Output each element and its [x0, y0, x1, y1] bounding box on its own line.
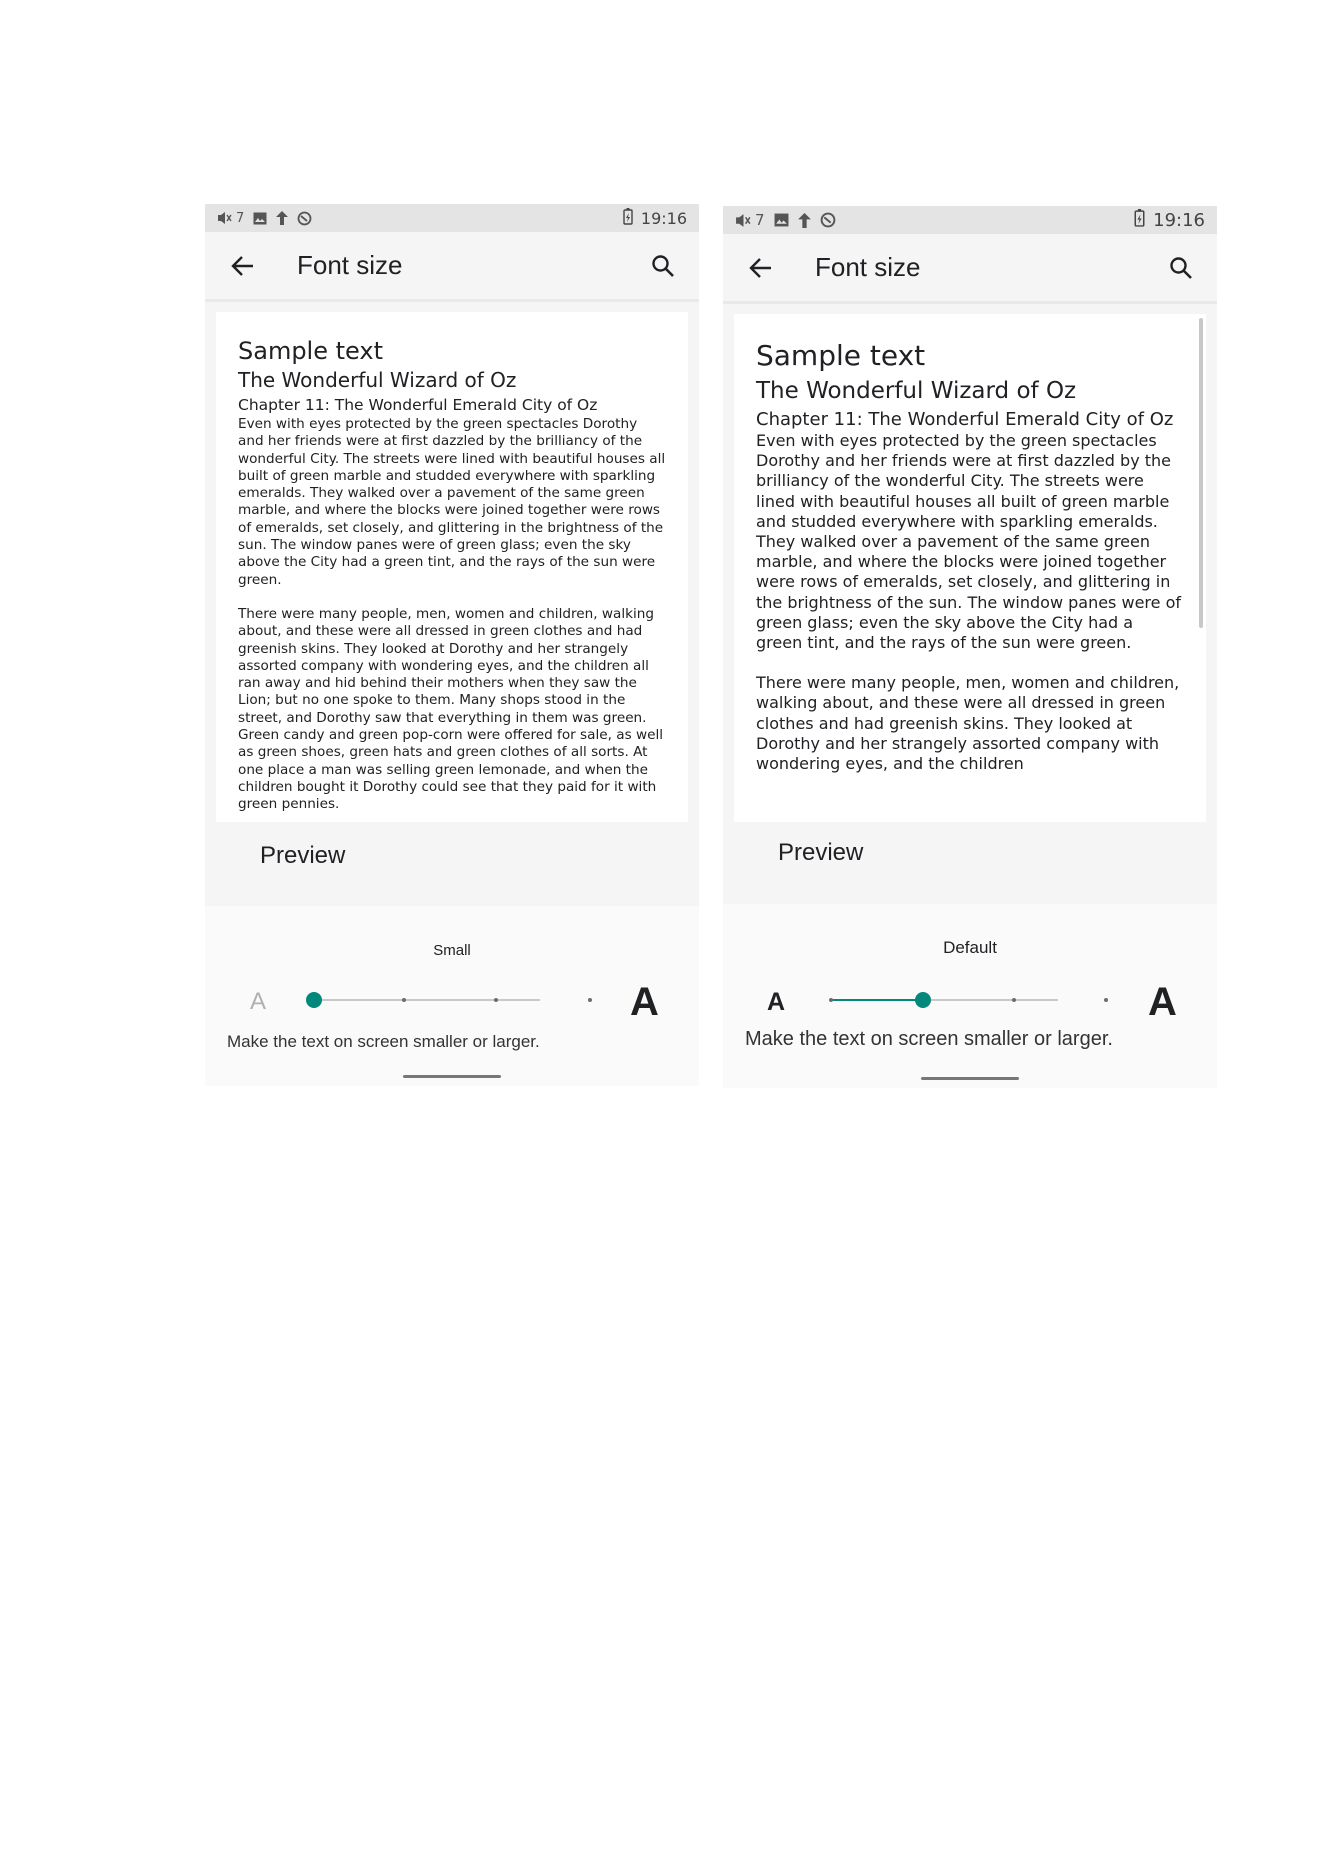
clock-time: 19:16	[1153, 209, 1205, 231]
phone-screen-default	[723, 206, 1217, 1088]
volume-icon	[217, 211, 233, 225]
font-size-slider[interactable]	[723, 980, 1217, 1024]
search-button[interactable]	[1161, 248, 1201, 288]
image-icon	[774, 213, 789, 227]
upload-icon	[276, 211, 288, 225]
image-icon	[253, 212, 267, 225]
search-icon	[651, 254, 675, 278]
slider-tick[interactable]	[588, 998, 592, 1002]
slider-thumb[interactable]	[306, 992, 322, 1008]
slider-tick[interactable]	[402, 998, 406, 1002]
status-bar	[205, 204, 699, 232]
upload-icon	[798, 213, 811, 228]
clock-time: 19:16	[640, 208, 687, 228]
preview-label: Preview	[260, 842, 346, 869]
small-text-glyph: A	[767, 988, 786, 1016]
chapter-title: Chapter 11: The Wonderful Emerald City of Oz	[756, 409, 1174, 430]
font-size-hint: Make the text on screen smaller or larger.	[745, 1028, 1113, 1050]
status-bar	[723, 206, 1217, 234]
navigation-handle[interactable]	[403, 1075, 501, 1078]
font-size-panel	[205, 906, 699, 1086]
slider-track-active	[831, 999, 923, 1001]
page-title: Font size	[815, 252, 921, 282]
phone-screen-small	[205, 204, 699, 1086]
navigation-handle[interactable]	[921, 1077, 1019, 1080]
app-bar	[723, 234, 1217, 304]
back-button[interactable]	[223, 246, 263, 286]
font-size-slider[interactable]	[205, 980, 699, 1024]
search-icon	[1169, 256, 1193, 280]
book-title: The Wonderful Wizard of Oz	[238, 368, 517, 392]
arrow-left-icon	[231, 255, 255, 277]
slider-tick[interactable]	[1012, 998, 1016, 1002]
preview-sample-text	[216, 312, 688, 822]
slider-tick[interactable]	[1104, 998, 1108, 1002]
font-size-hint: Make the text on screen smaller or larger.	[227, 1032, 540, 1051]
small-text-glyph: A	[250, 988, 267, 1015]
page-title: Font size	[297, 250, 403, 280]
chapter-title: Chapter 11: The Wonderful Emerald City of Oz	[238, 396, 598, 414]
book-title: The Wonderful Wizard of Oz	[756, 378, 1077, 404]
slider-tick[interactable]	[829, 998, 833, 1002]
font-size-value: Small	[433, 942, 471, 959]
sample-heading: Sample text	[238, 337, 383, 365]
notification-count: 7	[236, 210, 245, 226]
sample-heading: Sample text	[756, 339, 926, 372]
notification-count: 7	[755, 211, 765, 229]
data-saver-icon	[297, 211, 312, 226]
app-bar	[205, 232, 699, 302]
paragraph: There were many people, men, women and children, walking about, and these were all dressed in green clothes and had greenish skins. They looked at Dorothy and her strangely assorted company with wondering eyes, and the children all ran away and hid behind their mothers when they saw the Lion; but no one spoke to them. Many shops stood in the street, and Dorothy saw that everything in them was green. Green candy and green pop-corn were offered for sale, as well as green shoes, green hats and green clothes of all sorts. At one place a man was selling green lemonade, and when the children bought it Dorothy could see that they paid for it with green pennies.	[238, 605, 664, 813]
paragraph: There were many people, men, women and children, walking about, and these were all dressed in green clothes and had greenish skins. They looked at Dorothy and her strangely assorted company with wondering eyes, and the children	[756, 673, 1180, 774]
slider-track	[314, 999, 540, 1001]
volume-icon	[735, 213, 752, 228]
arrow-left-icon	[749, 257, 773, 279]
paragraph: Even with eyes protected by the green spectacles Dorothy and her friends were at first dazzled by the brilliancy of the wonderful City. The streets were lined with beautiful houses all built of green marble and studded everywhere with sparkling emeralds. They walked over a pavement of the same green marble, and where the blocks were joined together were rows of emeralds, set closely, and glittering in the brightness of the sun. The window panes were of green glass; even the sky above the City had a green tint, and the rays of the sun were green.	[756, 431, 1181, 653]
battery-charging-icon	[623, 208, 633, 229]
data-saver-icon	[820, 212, 836, 228]
preview-sample-text	[734, 314, 1206, 822]
preview-label: Preview	[778, 839, 864, 866]
scrollbar-thumb[interactable]	[1199, 318, 1203, 628]
large-text-glyph: A	[630, 980, 659, 1024]
slider-tick[interactable]	[494, 998, 498, 1002]
back-button[interactable]	[741, 248, 781, 288]
font-size-value: Default	[943, 938, 997, 957]
font-size-panel	[723, 904, 1217, 1088]
paragraph: Even with eyes protected by the green spectacles Dorothy and her friends were at first dazzled by the brilliancy of the wonderful City. The streets were lined with beautiful houses all built of green marble and studded everywhere with sparkling emeralds. They walked over a pavement of the same green marble, and where the blocks were joined together were rows of emeralds, set closely, and glittering in the brightness of the sun. The window panes were of green glass; even the sky above the City had a green tint, and the rays of the sun were green.	[238, 416, 666, 588]
search-button[interactable]	[643, 246, 683, 286]
battery-charging-icon	[1134, 209, 1145, 232]
slider-thumb[interactable]	[915, 992, 931, 1008]
large-text-glyph: A	[1148, 980, 1177, 1024]
